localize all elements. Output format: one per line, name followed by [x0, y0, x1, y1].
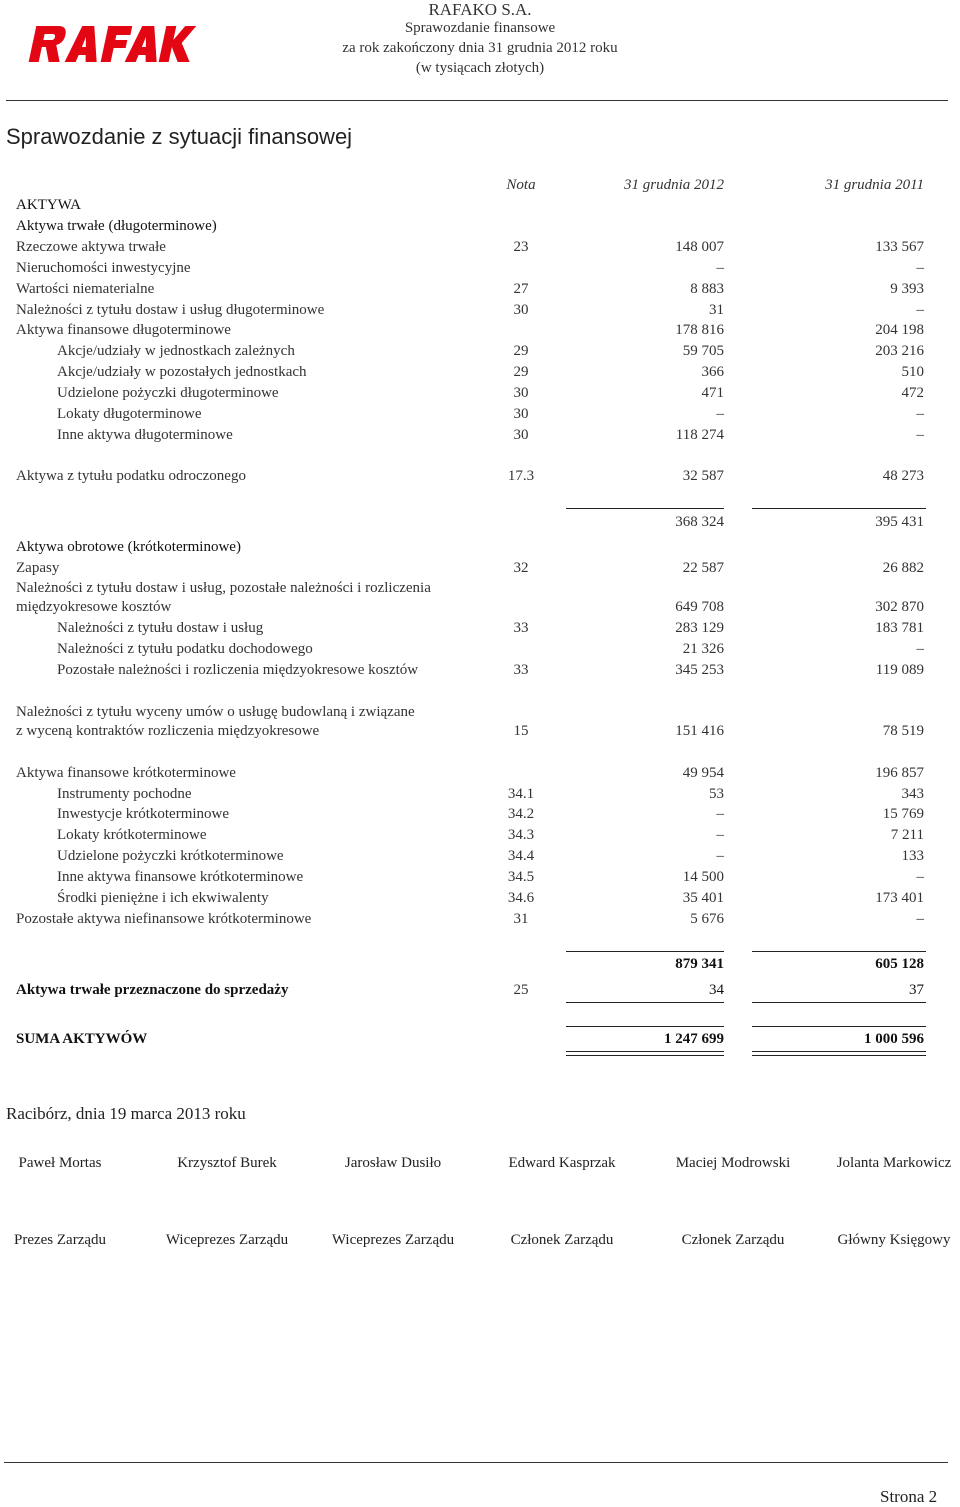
row-label: Zapasy	[16, 560, 60, 576]
subtotal-rule	[752, 1002, 926, 1003]
row-nota: 33	[513, 620, 529, 636]
row-value-2011: 302 870	[875, 599, 924, 615]
row-nota: 29	[513, 364, 529, 380]
subtotal-rule	[752, 951, 926, 952]
row-value-2011: 9 393	[890, 281, 924, 297]
subtotal-value-2012: 368 324	[675, 514, 724, 530]
subtotal-row	[0, 514, 960, 534]
row-label: Należności z tytułu dostaw i usług, pozostałe należności i rozliczenia	[16, 580, 431, 596]
row-value-2012: 345 253	[675, 662, 724, 678]
table-row	[0, 890, 960, 910]
row-nota: 15	[513, 723, 529, 739]
row-value-2011: 203 216	[875, 343, 924, 359]
table-row	[0, 560, 960, 580]
subtotal-value-2012: 879 341	[675, 956, 724, 972]
row-value-2012: –	[716, 260, 724, 276]
total-row	[0, 1031, 960, 1051]
row-value-2011: 78 519	[882, 723, 924, 739]
row-value-2011: 472	[901, 385, 924, 401]
table-row	[0, 385, 960, 405]
total-double-rule	[566, 1051, 724, 1052]
row-value-2011: 133	[901, 848, 924, 864]
row-label: Aktywa finansowe długoterminowe	[16, 322, 231, 338]
table-row	[0, 599, 960, 619]
table-row	[0, 982, 960, 1002]
row-nota: 31	[513, 911, 529, 927]
row-nota: 30	[513, 406, 529, 422]
row-value-2012: 8 883	[690, 281, 724, 297]
rafako-logo	[26, 18, 204, 70]
report-units: (w tysiącach złotych)	[415, 60, 545, 76]
table-row	[0, 723, 960, 743]
row-label: Inwestycje krótkoterminowe	[57, 806, 230, 822]
row-label: Aktywa obrotowe (krótkoterminowe)	[16, 539, 241, 555]
row-value-2011: 133 567	[875, 239, 924, 255]
row-value-2012: 366	[701, 364, 724, 380]
subtotal-row	[0, 956, 960, 976]
row-nota: 25	[513, 982, 529, 998]
row-nota: 23	[513, 239, 529, 255]
table-row	[0, 869, 960, 889]
row-value-2012: 53	[709, 786, 724, 802]
row-nota: 30	[513, 302, 529, 318]
row-value-2012: 32 587	[682, 468, 724, 484]
row-value-2011: –	[916, 302, 924, 318]
row-nota: 29	[513, 343, 529, 359]
table-row	[0, 806, 960, 826]
row-value-2012: –	[716, 406, 724, 422]
row-label: Akcje/udziały w jednostkach zależnych	[57, 343, 295, 359]
signatory-role: Wiceprezes Zarządu	[331, 1232, 455, 1248]
row-nota: 34.2	[507, 806, 535, 822]
table-row	[0, 620, 960, 640]
row-value-2012: 31	[709, 302, 724, 318]
row-value-2012: 5 676	[690, 911, 724, 927]
row-value-2012: 471	[701, 385, 724, 401]
signatory-role: Prezes Zarządu	[13, 1232, 107, 1248]
row-nota: 27	[513, 281, 529, 297]
row-value-2011: –	[916, 641, 924, 657]
row-value-2011: –	[916, 911, 924, 927]
table-row	[0, 260, 960, 280]
row-value-2012: 118 274	[675, 427, 724, 443]
table-row	[0, 322, 960, 342]
signatory-name: Maciej Modrowski	[675, 1155, 791, 1171]
row-label: z wyceną kontraktów rozliczenia międzyokresowe	[16, 723, 320, 739]
table-row	[0, 218, 960, 238]
row-value-2011: –	[916, 869, 924, 885]
column-header-2012: 31 grudnia 2012	[623, 177, 724, 193]
row-label: Udzielone pożyczki długoterminowe	[57, 385, 279, 401]
table-row	[0, 786, 960, 806]
row-value-2012: 22 587	[682, 560, 724, 576]
row-label: AKTYWA	[16, 197, 81, 213]
signatory-name: Krzysztof Burek	[177, 1155, 277, 1171]
row-label: Aktywa trwałe (długoterminowe)	[16, 218, 217, 234]
row-label: Należności z tytułu wyceny umów o usługę budowlaną i związane	[16, 704, 415, 720]
row-value-2011: 119 089	[875, 662, 924, 678]
row-nota: 30	[513, 385, 529, 401]
table-row	[0, 281, 960, 301]
row-value-2011: 37	[909, 982, 924, 998]
total-value-2011: 1 000 596	[864, 1031, 924, 1047]
row-nota: 17.3	[507, 468, 535, 484]
table-row	[0, 539, 960, 559]
row-label: Należności z tytułu dostaw i usług	[57, 620, 264, 636]
row-label: Nieruchomości inwestycyjne	[16, 260, 191, 276]
row-label: Aktywa z tytułu podatku odroczonego	[16, 468, 246, 484]
row-label: Udzielone pożyczki krótkoterminowe	[57, 848, 284, 864]
row-label: Należności z tytułu podatku dochodowego	[57, 641, 313, 657]
table-row	[0, 302, 960, 322]
row-nota: 34.6	[507, 890, 535, 906]
report-period: za rok zakończony dnia 31 grudnia 2012 roku	[342, 40, 618, 56]
table-row	[0, 406, 960, 426]
signatory-name: Edward Kasprzak	[508, 1155, 616, 1171]
table-row	[0, 827, 960, 847]
signatory-role: Członek Zarządu	[681, 1232, 785, 1248]
company-name: RAFAKO S.A.	[428, 0, 532, 19]
subtotal-rule	[752, 508, 926, 509]
table-row	[0, 765, 960, 785]
table-row	[0, 641, 960, 661]
row-label: Lokaty krótkoterminowe	[57, 827, 207, 843]
row-value-2011: 343	[901, 786, 924, 802]
row-label: Lokaty długoterminowe	[57, 406, 202, 422]
report-type: Sprawozdanie finansowe	[404, 20, 556, 36]
signatory-role: Członek Zarządu	[510, 1232, 614, 1248]
column-header-2011: 31 grudnia 2011	[825, 177, 924, 193]
signatory-role: Główny Księgowy	[837, 1232, 951, 1248]
table-row	[0, 911, 960, 931]
table-row	[0, 662, 960, 682]
row-value-2012: 59 705	[682, 343, 724, 359]
header-divider	[6, 100, 948, 101]
row-value-2012: 178 816	[675, 322, 724, 338]
row-value-2011: 48 273	[882, 468, 924, 484]
row-label: Inne aktywa długoterminowe	[57, 427, 233, 443]
table-row	[0, 239, 960, 259]
row-value-2012: –	[716, 827, 724, 843]
row-label: Akcje/udziały w pozostałych jednostkach	[57, 364, 307, 380]
row-nota: 34.5	[507, 869, 535, 885]
row-value-2011: 7 211	[890, 827, 924, 843]
row-nota: 30	[513, 427, 529, 443]
row-value-2012: 649 708	[675, 599, 724, 615]
row-label: Środki pieniężne i ich ekwiwalenty	[57, 890, 269, 906]
row-label: Aktywa trwałe przeznaczone do sprzedaży	[16, 982, 289, 998]
subtotal-rule	[566, 1002, 724, 1003]
table-row	[0, 343, 960, 363]
row-value-2012: –	[716, 848, 724, 864]
signatory-name: Jolanta Markowicz	[836, 1155, 952, 1171]
row-value-2011: 204 198	[875, 322, 924, 338]
row-label: Instrumenty pochodne	[57, 786, 192, 802]
signatory-role: Wiceprezes Zarządu	[165, 1232, 289, 1248]
total-rule	[752, 1026, 926, 1027]
row-nota: 33	[513, 662, 529, 678]
row-value-2012: 283 129	[675, 620, 724, 636]
row-label: Rzeczowe aktywa trwałe	[16, 239, 166, 255]
subtotal-rule	[566, 951, 724, 952]
place-date: Racibórz, dnia 19 marca 2013 roku	[6, 1104, 246, 1123]
row-value-2012: 35 401	[682, 890, 724, 906]
table-row	[0, 364, 960, 384]
page-title: Sprawozdanie z sytuacji finansowej	[6, 124, 353, 149]
total-double-rule	[566, 1055, 724, 1056]
row-value-2012: 151 416	[675, 723, 724, 739]
row-value-2012: 49 954	[682, 765, 724, 781]
column-header-nota: Nota	[506, 177, 536, 193]
row-nota: 34.3	[507, 827, 535, 843]
row-value-2012: –	[716, 806, 724, 822]
row-value-2011: –	[916, 427, 924, 443]
row-label: Inne aktywa finansowe krótkoterminowe	[57, 869, 304, 885]
table-row	[0, 580, 960, 600]
row-label: Należności z tytułu dostaw i usług długoterminowe	[16, 302, 325, 318]
row-value-2011: 510	[901, 364, 924, 380]
table-row	[0, 848, 960, 868]
row-value-2011: –	[916, 406, 924, 422]
page-number: Strona 2	[880, 1487, 938, 1506]
total-double-rule	[752, 1055, 926, 1056]
total-rule	[566, 1026, 724, 1027]
signatory-name: Paweł Mortas	[18, 1155, 102, 1171]
row-label: SUMA AKTYWÓW	[16, 1031, 148, 1047]
row-value-2012: 34	[709, 982, 724, 998]
row-value-2011: 15 769	[882, 806, 924, 822]
total-value-2012: 1 247 699	[664, 1031, 724, 1047]
table-row	[0, 427, 960, 447]
row-nota: 32	[513, 560, 529, 576]
row-nota: 34.1	[507, 786, 535, 802]
row-value-2011: 183 781	[875, 620, 924, 636]
row-label: międzyokresowe kosztów	[16, 599, 172, 615]
row-value-2011: 26 882	[882, 560, 924, 576]
signatory-name: Jarosław Dusiło	[344, 1155, 442, 1171]
table-row	[0, 704, 960, 724]
table-row	[0, 197, 960, 217]
row-value-2011: 196 857	[875, 765, 924, 781]
row-nota: 34.4	[507, 848, 535, 864]
row-value-2011: –	[916, 260, 924, 276]
row-label: Pozostałe aktywa niefinansowe krótkoterminowe	[16, 911, 312, 927]
table-row	[0, 468, 960, 488]
row-label: Aktywa finansowe krótkoterminowe	[16, 765, 236, 781]
total-double-rule	[752, 1051, 926, 1052]
subtotal-rule	[566, 508, 724, 509]
row-label: Pozostałe należności i rozliczenia międzyokresowe kosztów	[57, 662, 419, 678]
subtotal-value-2011: 605 128	[875, 956, 924, 972]
row-label: Wartości niematerialne	[16, 281, 155, 297]
footer-divider	[4, 1462, 948, 1463]
row-value-2012: 21 326	[682, 641, 724, 657]
row-value-2012: 148 007	[675, 239, 724, 255]
subtotal-value-2011: 395 431	[875, 514, 924, 530]
row-value-2012: 14 500	[682, 869, 724, 885]
row-value-2011: 173 401	[875, 890, 924, 906]
